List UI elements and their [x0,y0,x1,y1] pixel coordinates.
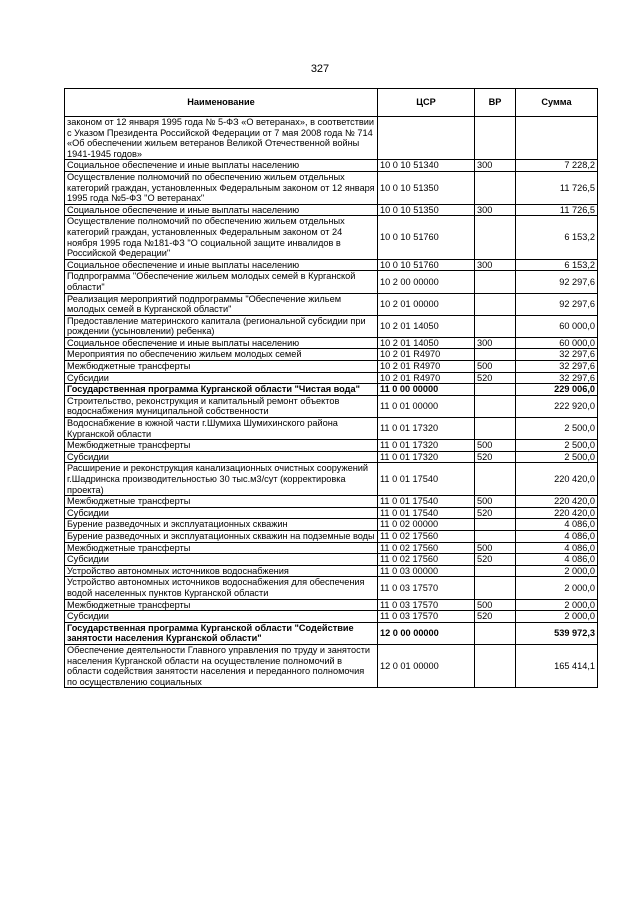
row-csr-cell: 10 0 10 51760 [378,216,475,259]
row-csr-cell: 11 0 02 17560 [378,542,475,554]
table-row [65,496,598,508]
row-csr-cell: 11 0 00 00000 [378,384,475,396]
row-vr-cell [475,395,516,417]
row-vr-cell: 300 [475,204,516,216]
row-name-cell: Государственная программа Курганской области "Чистая вода" [65,384,378,396]
row-csr-cell: 10 2 01 14050 [378,315,475,337]
row-name-cell: Межбюджетные трансферты [65,361,378,373]
table-row [65,519,598,531]
row-sum-cell: 4 086,0 [516,542,598,554]
header-name: Наименование [65,89,378,117]
row-vr-cell [475,622,516,644]
row-csr-cell: 11 0 01 17320 [378,440,475,452]
table-row [65,418,598,440]
row-vr-cell: 520 [475,507,516,519]
table-row [65,599,598,611]
row-csr-cell: 11 0 01 00000 [378,395,475,417]
row-vr-cell [475,315,516,337]
row-name-cell: Мероприятия по обеспечению жильем молодых семей [65,349,378,361]
table-row [65,315,598,337]
row-sum-cell: 229 006,0 [516,384,598,396]
row-sum-cell: 6 153,2 [516,259,598,271]
table-row [65,204,598,216]
row-csr-cell: 11 0 01 17540 [378,496,475,508]
row-vr-cell [475,171,516,204]
row-csr-cell: 11 0 01 17540 [378,507,475,519]
row-csr-cell: 11 0 03 17570 [378,611,475,623]
row-name-cell: Расширение и реконструкция канализационных очистных сооружений г.Шадринска производительностью 30 тыс.м3/сут (корректировка проекта) [65,463,378,496]
row-csr-cell: 10 2 01 R4970 [378,361,475,373]
row-sum-cell: 32 297,6 [516,372,598,384]
row-csr-cell [378,117,475,160]
header-csr: ЦСР [378,89,475,117]
row-vr-cell: 300 [475,337,516,349]
row-name-cell: Социальное обеспечение и иные выплаты населению [65,160,378,172]
row-vr-cell [475,418,516,440]
row-vr-cell: 300 [475,259,516,271]
row-csr-cell: 10 2 01 00000 [378,293,475,315]
row-sum-cell: 7 228,2 [516,160,598,172]
row-csr-cell: 11 0 02 17560 [378,554,475,566]
row-sum-cell: 11 726,5 [516,204,598,216]
table-row [65,542,598,554]
row-name-cell: Осуществление полномочий по обеспечению жильем отдельных категорий граждан, установленных Федеральным законом от 12 января 1995 года №5-ФЗ "О ветеранах" [65,171,378,204]
row-name-cell: Субсидии [65,611,378,623]
row-sum-cell: 2 000,0 [516,611,598,623]
row-sum-cell: 2 000,0 [516,565,598,577]
table-row [65,337,598,349]
row-vr-cell [475,293,516,315]
row-sum-cell: 2 000,0 [516,577,598,599]
row-csr-cell: 10 2 01 R4970 [378,349,475,361]
row-name-cell: Бурение разведочных и эксплуатационных скважин на подземные воды [65,530,378,542]
row-csr-cell: 11 0 01 17540 [378,463,475,496]
table-row [65,349,598,361]
table-row [65,395,598,417]
row-csr-cell: 10 0 10 51760 [378,259,475,271]
row-vr-cell [475,530,516,542]
row-sum-cell: 2 500,0 [516,451,598,463]
row-name-cell: Межбюджетные трансферты [65,542,378,554]
row-name-cell: Осуществление полномочий по обеспечению жильем отдельных категорий граждан, установленных Федеральным законом от 24 ноября 1995 года №181-ФЗ "О социальной защите инвалидов в Российской Федерации" [65,216,378,259]
table-row [65,271,598,293]
row-sum-cell: 220 420,0 [516,507,598,519]
table-row [65,463,598,496]
row-sum-cell: 11 726,5 [516,171,598,204]
row-name-cell: Межбюджетные трансферты [65,496,378,508]
row-sum-cell: 220 420,0 [516,496,598,508]
row-name-cell: Межбюджетные трансферты [65,440,378,452]
row-name-cell: Субсидии [65,507,378,519]
row-vr-cell [475,271,516,293]
row-name-cell: Устройство автономных источников водоснабжения [65,565,378,577]
row-name-cell: Бурение разведочных и эксплуатационных скважин [65,519,378,531]
row-vr-cell [475,644,516,687]
row-name-cell: Субсидии [65,554,378,566]
row-sum-cell: 2 500,0 [516,440,598,452]
row-sum-cell: 6 153,2 [516,216,598,259]
row-sum-cell: 32 297,6 [516,349,598,361]
row-vr-cell: 500 [475,361,516,373]
row-name-cell: Межбюджетные трансферты [65,599,378,611]
table-row [65,577,598,599]
row-sum-cell: 4 086,0 [516,530,598,542]
table-row [65,554,598,566]
table-row [65,372,598,384]
row-sum-cell: 4 086,0 [516,554,598,566]
row-name-cell: Субсидии [65,372,378,384]
row-name-cell: Обеспечение деятельности Главного управления по труду и занятости населения Курганской области на осуществление полномочий в области содействия занятости населения и переданного полномочия по осуществлению социальных [65,644,378,687]
table-row [65,216,598,259]
table-row [65,171,598,204]
table-row [65,507,598,519]
row-csr-cell: 11 0 03 00000 [378,565,475,577]
table-row [65,117,598,160]
row-sum-cell: 92 297,6 [516,293,598,315]
page-number: 327 [310,63,330,75]
row-csr-cell: 10 0 10 51350 [378,171,475,204]
row-name-cell: Реализация мероприятий подпрограммы "Обеспечение жильем молодых семей в Курганской области" [65,293,378,315]
table-header-row [65,89,598,117]
row-csr-cell: 11 0 02 17560 [378,530,475,542]
table-row [65,440,598,452]
row-name-cell: Водоснабжение в южной части г.Шумиха Шумихинского района Курганской области [65,418,378,440]
table-row [65,644,598,687]
row-vr-cell [475,117,516,160]
row-vr-cell: 300 [475,160,516,172]
row-name-cell: Устройство автономных источников водоснабжения для обеспечения водой населенных пунктов Курганской области [65,577,378,599]
table-row [65,384,598,396]
row-csr-cell: 10 0 10 51340 [378,160,475,172]
row-name-cell: Социальное обеспечение и иные выплаты населению [65,204,378,216]
row-name-cell: Социальное обеспечение и иные выплаты населению [65,259,378,271]
row-csr-cell: 10 2 01 14050 [378,337,475,349]
row-sum-cell: 539 972,3 [516,622,598,644]
row-sum-cell: 222 920,0 [516,395,598,417]
table-row [65,530,598,542]
row-sum-cell: 4 086,0 [516,519,598,531]
table-row [65,259,598,271]
row-sum-cell: 2 000,0 [516,599,598,611]
row-sum-cell [516,117,598,160]
row-csr-cell: 11 0 02 00000 [378,519,475,531]
row-sum-cell: 2 500,0 [516,418,598,440]
row-sum-cell: 32 297,6 [516,361,598,373]
row-sum-cell: 220 420,0 [516,463,598,496]
row-csr-cell: 12 0 01 00000 [378,644,475,687]
row-vr-cell [475,577,516,599]
row-vr-cell: 500 [475,599,516,611]
row-name-cell: Социальное обеспечение и иные выплаты населению [65,337,378,349]
table-row [65,611,598,623]
row-vr-cell [475,519,516,531]
table-row [65,293,598,315]
row-vr-cell: 520 [475,611,516,623]
table-row [65,361,598,373]
row-vr-cell [475,565,516,577]
row-sum-cell: 92 297,6 [516,271,598,293]
row-vr-cell [475,384,516,396]
row-name-cell: Подпрограмма "Обеспечение жильем молодых семей в Курганской области" [65,271,378,293]
row-vr-cell: 520 [475,372,516,384]
row-csr-cell: 10 0 10 51350 [378,204,475,216]
row-name-cell: Предоставление материнского капитала (региональной субсидии при рождении (усыновлении) ребенка) [65,315,378,337]
row-sum-cell: 60 000,0 [516,337,598,349]
row-name-cell: законом от 12 января 1995 года № 5-ФЗ «О ветеранах», в соответствии с Указом Президента Российской Федерации от 7 мая 2008 года № 714 «Об обеспечении жильем ветеранов Великой Отечественной войны 1941-1945 годов» [65,117,378,160]
table-row [65,160,598,172]
table-row [65,451,598,463]
row-vr-cell [475,216,516,259]
row-name-cell: Строительство, реконструкция и капитальный ремонт объектов водоснабжения муниципальной собственности [65,395,378,417]
row-csr-cell: 11 0 01 17320 [378,418,475,440]
row-vr-cell [475,349,516,361]
row-vr-cell: 520 [475,451,516,463]
row-csr-cell: 11 0 01 17320 [378,451,475,463]
table-row [65,622,598,644]
row-name-cell: Государственная программа Курганской области "Содействие занятости населения Курганской области" [65,622,378,644]
row-vr-cell: 500 [475,440,516,452]
row-csr-cell: 11 0 03 17570 [378,599,475,611]
row-name-cell: Субсидии [65,451,378,463]
row-sum-cell: 165 414,1 [516,644,598,687]
row-csr-cell: 11 0 03 17570 [378,577,475,599]
row-csr-cell: 10 2 00 00000 [378,271,475,293]
row-vr-cell: 520 [475,554,516,566]
row-csr-cell: 12 0 00 00000 [378,622,475,644]
header-vr: ВР [475,89,516,117]
table-row [65,565,598,577]
row-vr-cell: 500 [475,542,516,554]
budget-table [64,88,598,688]
row-sum-cell: 60 000,0 [516,315,598,337]
header-sum: Сумма [516,89,598,117]
row-vr-cell [475,463,516,496]
row-vr-cell: 500 [475,496,516,508]
row-csr-cell: 10 2 01 R4970 [378,372,475,384]
